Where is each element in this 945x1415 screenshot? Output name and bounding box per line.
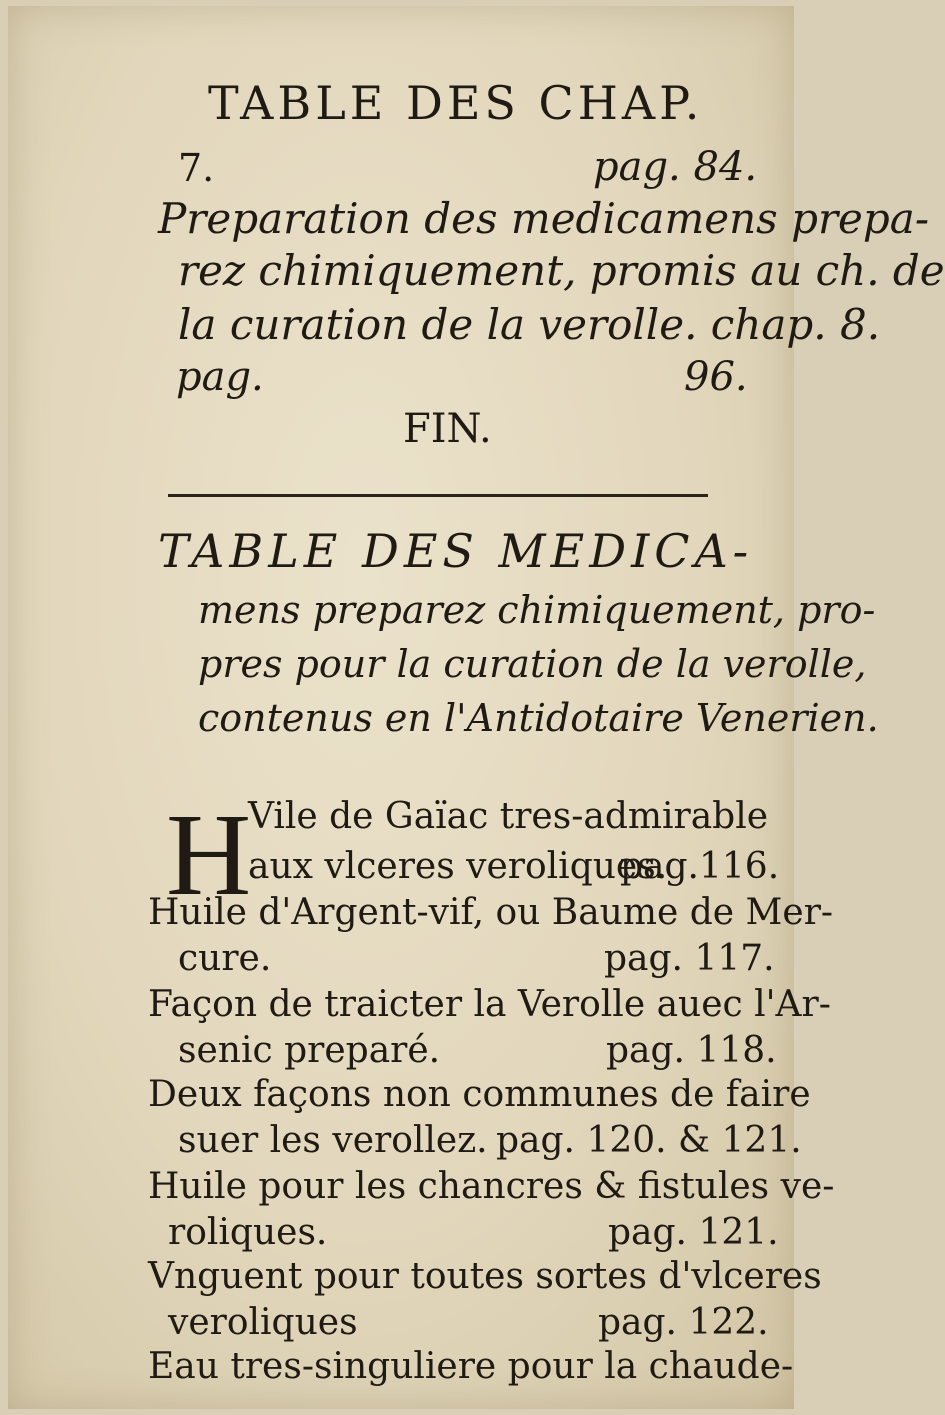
entry-1-line-2: aux vlceres veroliques. [248,846,668,887]
entry-5-line-1: Huile pour les chancres & fistules ve- [148,1166,835,1207]
entry-line-2: rez chimiquement, promis au ch. de [178,246,945,295]
section-title-line-1: TABLE DES MEDICA- [158,524,754,578]
entry-line-3: la curation de la verolle. chap. 8. [178,300,881,349]
running-head: TABLE DES CHAP. [208,76,704,130]
entry-4-line-1: Deux façons non communes de faire [148,1074,811,1115]
entry-line-1: Preparation des medicamens prepa- [158,194,930,243]
section-title-line-4: contenus en l'Antidotaire Venerien. [198,696,879,740]
entry-3-line-2: senic preparé. [178,1030,441,1071]
entry-1-page: pag.116. [620,846,780,887]
entry-6-line-1: Vnguent pour toutes sortes d'vlceres [148,1256,822,1297]
entry-4-line-2: suer les verollez. [178,1120,488,1161]
section-title-line-2: mens preparez chimiquement, pro- [198,588,876,632]
entry-page-label: pag. [176,354,264,400]
section-title-line-3: pres pour la curation de la verolle, [198,642,867,686]
entry-5-line-2: roliques. [168,1212,328,1253]
entry-2-page: pag. 117. [604,938,775,979]
book-page [8,6,945,1409]
page-reference: pag. 84. [593,144,758,190]
entry-page-number: 96. [684,354,748,400]
entry-4-page: pag. 120. & 121. [496,1120,802,1161]
entry-1-line-1: Vile de Gaïac tres-admirable [248,796,769,837]
fin-marker: FIN. [403,406,492,452]
divider-rule [168,494,708,497]
entry-2-line-1: Huile d'Argent-vif, ou Baume de Mer- [148,892,834,933]
entry-7-line-1: Eau tres-singuliere pour la chaude- [148,1346,794,1387]
drop-cap: H [166,789,252,920]
entry-6-line-2: veroliques [168,1302,358,1343]
entry-3-page: pag. 118. [606,1030,777,1071]
entry-6-page: pag. 122. [598,1302,769,1343]
entry-2-line-2: cure. [178,938,272,979]
entry-3-line-1: Façon de traicter la Verolle auec l'Ar- [148,984,831,1025]
entry-5-page: pag. 121. [608,1212,779,1253]
chapter-number: 7. [178,146,215,190]
